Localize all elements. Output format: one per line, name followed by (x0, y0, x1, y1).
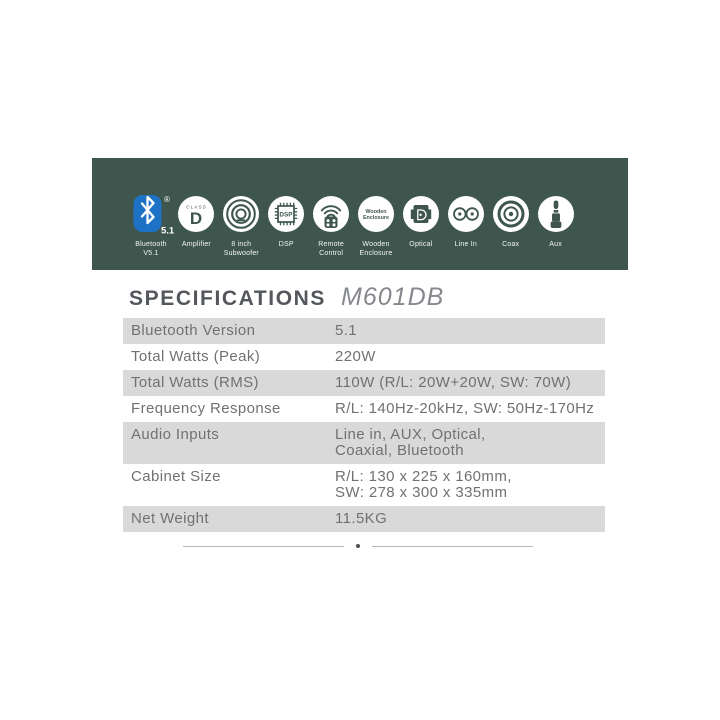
svg-text:D: D (190, 209, 203, 228)
spec-label: Total Watts (RMS) (131, 374, 259, 391)
page-title: SPECIFICATIONS (129, 287, 327, 310)
table-row (123, 370, 605, 396)
bluetooth-icon (128, 192, 174, 236)
divider-dot (356, 544, 360, 548)
feature-subwoofer (219, 192, 264, 258)
line-in-icon (448, 192, 484, 236)
spec-label: Frequency Response (131, 400, 281, 417)
spec-label: Total Watts (Peak) (131, 348, 261, 365)
feature-bluetooth (128, 192, 174, 258)
svg-text:Enclosure: Enclosure (362, 215, 390, 221)
feature-label: DSP (278, 241, 294, 248)
feature-remote-control (309, 192, 354, 258)
table-row (123, 506, 605, 532)
svg-text:®: ® (164, 195, 170, 204)
table-row (123, 422, 605, 464)
optical-icon (403, 192, 439, 236)
feature-label: Remote Control (318, 241, 344, 257)
divider-line-right (372, 546, 533, 547)
svg-text:DSP: DSP (279, 211, 293, 219)
feature-optical (398, 192, 443, 249)
feature-label: Optical (409, 241, 433, 248)
feature-label: Aux (549, 241, 562, 248)
feature-label: 8 inch Subwoofer (223, 241, 259, 257)
svg-text:Wooden: Wooden (365, 209, 387, 215)
feature-line-in (443, 192, 488, 249)
feature-label: Coax (502, 241, 520, 248)
subwoofer-icon (223, 192, 259, 236)
spec-label: Net Weight (131, 510, 209, 527)
spec-table (123, 318, 605, 532)
feature-banner (92, 158, 628, 270)
wooden-enclosure-icon (358, 192, 394, 236)
table-row (123, 396, 605, 422)
table-row (123, 318, 605, 344)
model-name: M601DB (341, 283, 445, 311)
spec-value: 220W (335, 348, 376, 365)
remote-control-icon (313, 192, 349, 236)
feature-label: Bluetooth V5.1 (135, 241, 167, 257)
class-d-amplifier-icon (178, 192, 214, 236)
spec-value: Line in, AUX, Optical, Coaxial, Bluetooth (335, 426, 486, 459)
coax-icon (493, 192, 529, 236)
table-row (123, 464, 605, 506)
feature-dsp (264, 192, 309, 249)
svg-text:CLASS: CLASS (186, 204, 208, 210)
spec-value: 11.5KG (335, 510, 388, 527)
feature-label: Line In (454, 241, 477, 248)
spec-label: Cabinet Size (131, 468, 221, 485)
divider-line-left (183, 546, 344, 547)
spec-value: R/L: 140Hz-20kHz, SW: 50Hz-170Hz (335, 400, 595, 417)
spec-value: 5.1 (335, 322, 358, 339)
spec-value: R/L: 130 x 225 x 160mm, SW: 278 x 300 x 335mm (335, 468, 512, 501)
table-row (123, 344, 605, 370)
specifications-header (129, 283, 444, 312)
feature-wooden-enclosure (354, 192, 399, 258)
section-divider (183, 543, 533, 549)
spec-value: 110W (R/L: 20W+20W, SW: 70W) (335, 374, 572, 391)
dsp-chip-icon (268, 192, 304, 236)
feature-label: Amplifier (181, 241, 211, 248)
feature-coax (488, 192, 533, 249)
spec-label: Bluetooth Version (131, 322, 256, 339)
spec-label: Audio Inputs (131, 426, 220, 443)
feature-aux (533, 192, 578, 249)
aux-icon (538, 192, 574, 236)
svg-text:5.1: 5.1 (161, 225, 174, 236)
feature-amplifier (174, 192, 219, 249)
feature-label: Wooden Enclosure (359, 241, 393, 257)
feature-icon-row (92, 158, 628, 270)
